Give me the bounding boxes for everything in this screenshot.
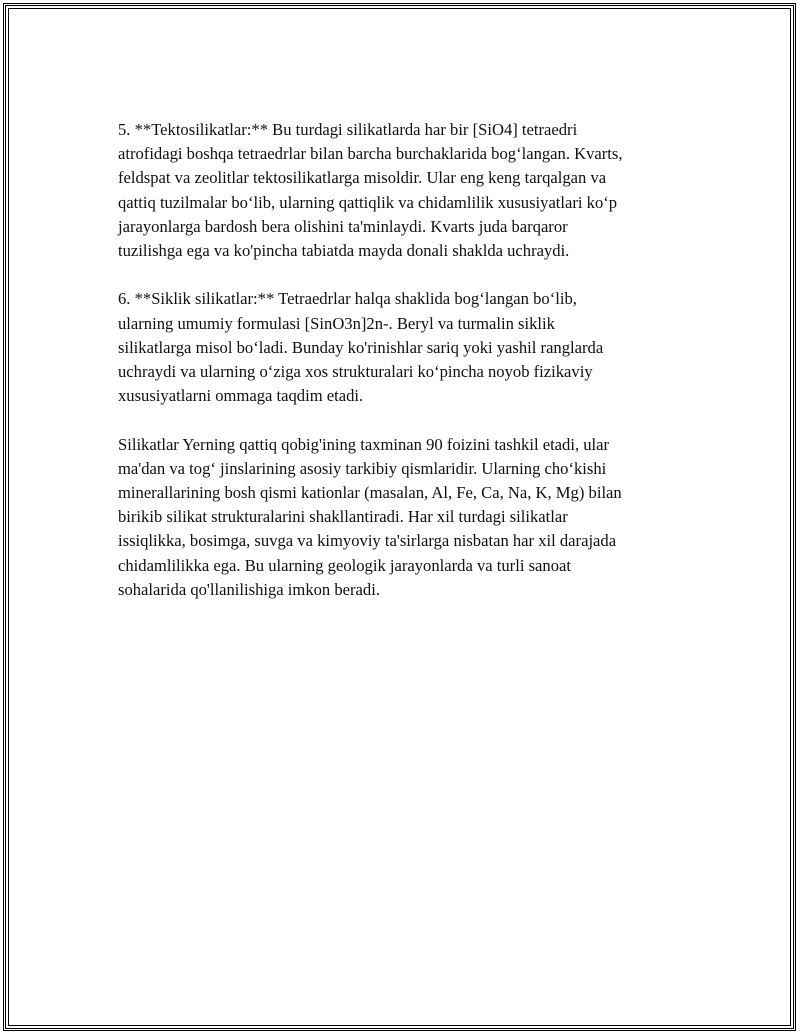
text-line: feldspat va zeolitlar tektosilikatlarga misoldir. Ular eng keng tarqalgan va <box>118 168 607 188</box>
text-line: 5. **Tektosilikatlar:** Bu turdagi silikatlarda har bir [SiO4] tetraedri <box>118 120 578 139</box>
text-line: minerallarining bosh qismi kationlar (masalan, Al, Fe, Ca, Na, K, Mg) bilan <box>118 483 622 503</box>
text-line: chidamlilikka ega. Bu ularning geologik jarayonlarda va turli sanoat <box>118 555 571 575</box>
text-line: xususiyatlarni ommaga taqdim etadi. <box>118 386 364 406</box>
text-line: uchraydi va ularning o‘ziga xos strukturalari ko‘pincha noyob fizikaviy <box>118 362 593 382</box>
text-line: qattiq tuzilmalar bo‘lib, ularning qattiqlik va chidamlilik xususiyatlari ko‘p <box>118 192 618 212</box>
text-line: birikib silikat strukturalarini shakllantiradi. Har xil turdagi silikatlar <box>118 507 568 527</box>
paragraph-siklik-silikatlar <box>118 287 678 408</box>
text-line: sohalarida qo'llanilishiga imkon beradi. <box>118 579 380 599</box>
text-line: tuzilishga ega va ko'pincha tabiatda mayda donali shaklda uchraydi. <box>118 241 570 261</box>
text-line: atrofidagi boshqa tetraedrlar bilan barcha burchaklarida bog‘langan. Kvarts, <box>118 144 623 164</box>
paragraph-tektosilikatlar <box>118 118 678 263</box>
text-line: jarayonlarga bardosh bera olishini ta'minlaydi. Kvarts juda barqaror <box>118 216 568 236</box>
text-line: ma'dan va tog‘ jinslarining asosiy tarkibiy qismlaridir. Ularning cho‘kishi <box>118 458 607 478</box>
text-line: ularning umumiy formulasi [SinO3n]2n-. Beryl va turmalin siklik <box>118 313 555 333</box>
text-line: 6. **Siklik silikatlar:** Tetraedrlar halqa shaklida bog‘langan bo‘lib, <box>118 289 577 309</box>
paragraph-silikatlar-summary <box>118 433 678 602</box>
text-line: Silikatlar Yerning qattiq qobig'ining taxminan 90 foizini tashkil etadi, ular <box>118 434 610 454</box>
text-line: issiqlikka, bosimga, suvga va kimyoviy ta'sirlarga nisbatan har xil darajada <box>118 531 617 551</box>
document-body <box>118 118 678 626</box>
text-line: silikatlarga misol bo‘ladi. Bunday ko'rinishlar sariq yoki yashil ranglarda <box>118 337 604 357</box>
